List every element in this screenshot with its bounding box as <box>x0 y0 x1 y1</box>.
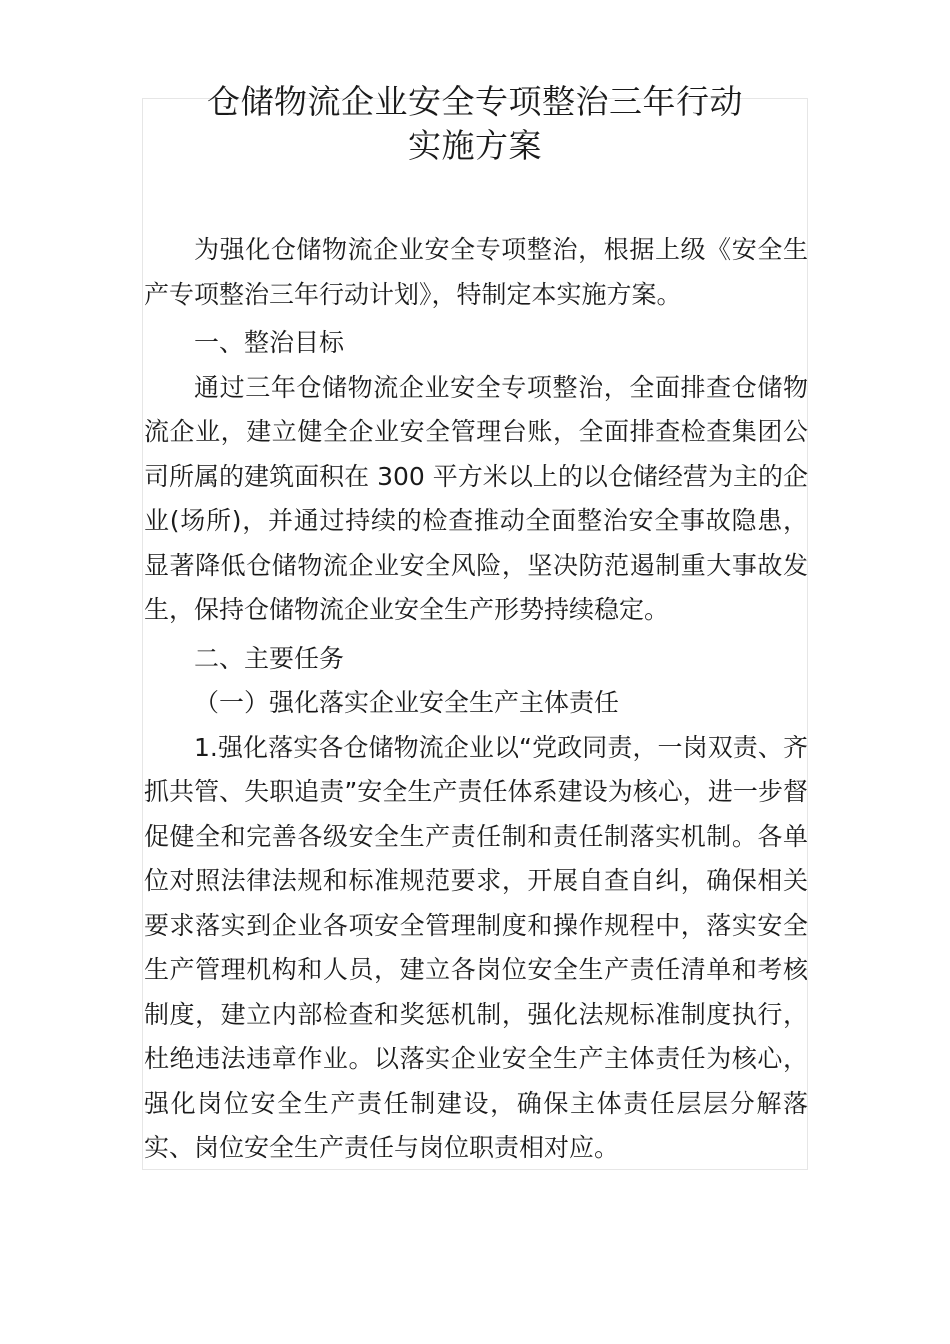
goals-paragraph: 通过三年仓储物流企业安全专项整治，全面排查仓储物流企业，建立健全企业安全管理台账，全面排查检查集团公司所属的建筑面积在 300 平方米以上的以仓储经营为主的企业(场所)，并通过持续的检查推动全面整治安全事故隐患，显著降低仓储物流企业安全风险，坚决防范遏制重大事故发生，保持仓储物流企业安全生产形势持续稳定。 <box>144 372 808 624</box>
document-title: 仓储物流企业安全专项整治三年行动 <box>207 82 743 121</box>
document-title-line2: 实施方案 <box>408 126 542 165</box>
subsection-heading-responsibility: （一）强化落实企业安全生产主体责任 <box>194 688 620 717</box>
section-heading-tasks: 二、主要任务 <box>194 643 345 673</box>
task-item-1-paragraph: 1.强化落实各仓储物流企业以“党政同责，一岗双责、齐抓共管、失职追责”安全生产责任体系建设为核心，进一步督促健全和完善各级安全生产责任制和责任制落实机制。各单位对照法律法规和标准规范要求，开展自查自纠，确保相关要求落实到企业各项安全管理制度和操作规程中，落实安全生产管理机构和人员，建立各岗位安全生产责任清单和考核制度，建立内部检查和奖惩机制，强化法规标准制度执行，杜绝违法违章作业。以落实企业安全生产主体责任为核心，强化岗位安全生产责任制建设，确保主体责任层层分解落实、岗位安全生产责任与岗位职责相对应。 <box>144 732 808 1162</box>
intro-paragraph: 为强化仓储物流企业安全专项整治，根据上级《安全生产专项整治三年行动计划》，特制定本实施方案。 <box>144 235 808 309</box>
section-heading-goals: 一、整治目标 <box>194 328 345 357</box>
document-body <box>144 228 808 1171</box>
